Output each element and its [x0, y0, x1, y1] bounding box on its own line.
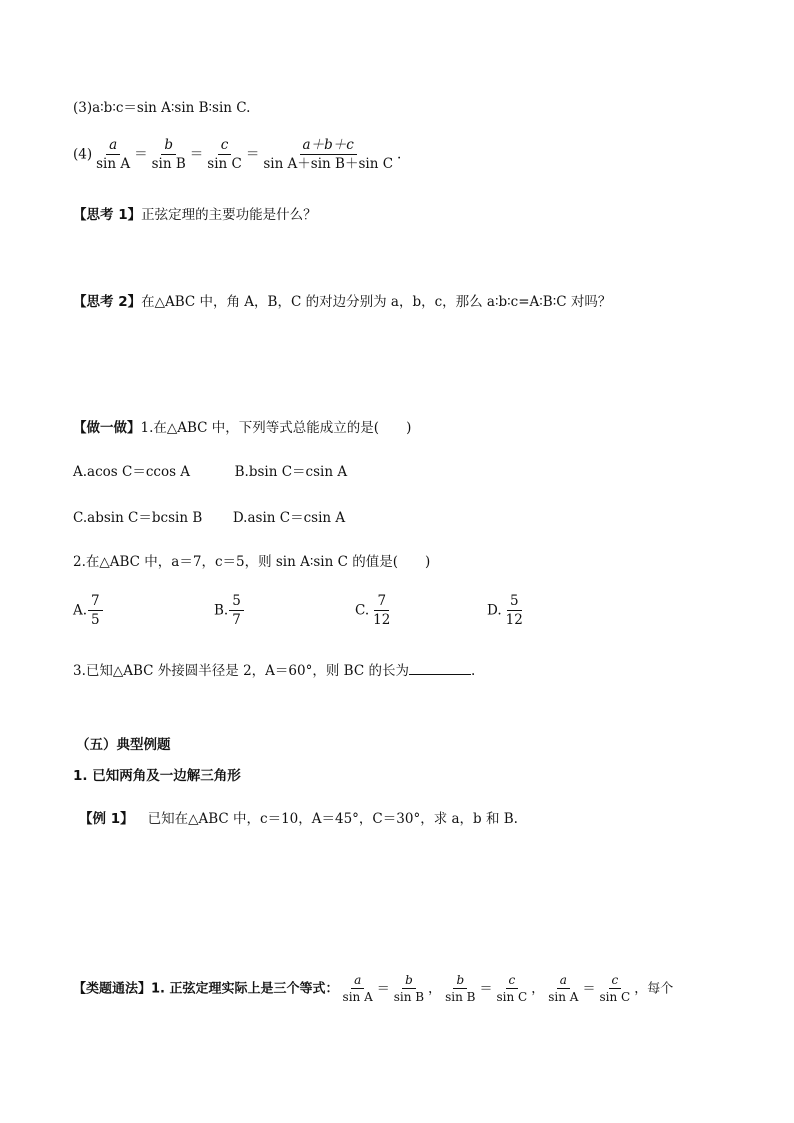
equals-sign: ＝ — [376, 981, 390, 997]
denominator: sin A — [342, 990, 373, 1004]
denominator: sin A — [548, 990, 579, 1004]
option-label: B. — [214, 602, 229, 619]
method-lead: 1. 正弦定理实际上是三个等式： — [151, 981, 339, 997]
denominator: sin B — [393, 990, 425, 1004]
try-q2-text: 2.在△ABC 中，a＝7，c＝5，则 sin A∶sin C 的值是( ) — [73, 554, 431, 570]
try-q3-end: . — [470, 663, 476, 679]
option-d: D.asin C＝csin A — [232, 510, 346, 526]
q2-option-b — [214, 594, 245, 628]
numerator: 7 — [88, 594, 103, 611]
numerator: c — [218, 138, 232, 155]
equation-3-text: (3)a∶b∶c＝sin A∶sin B∶sin C. — [73, 100, 251, 116]
numerator: 5 — [507, 594, 522, 611]
try-q3 — [73, 659, 475, 679]
equation-4-prefix: (4) — [73, 146, 93, 163]
equals-sign: ＝ — [582, 981, 596, 997]
example-1 — [79, 807, 518, 827]
denominator: 5 — [91, 612, 100, 628]
equals-sign: ＝ — [479, 981, 493, 997]
numerator: c — [506, 974, 519, 989]
denominator: 12 — [373, 612, 391, 628]
q2-option-c — [355, 594, 394, 628]
q2-option-d — [487, 594, 527, 628]
q2-option-a — [73, 594, 104, 628]
equation-4 — [73, 138, 401, 172]
equals-sign: ＝ — [134, 146, 148, 163]
numerator: c — [609, 974, 622, 989]
numerator: a — [351, 974, 364, 989]
example-1-tag: 【例 1】 — [79, 811, 134, 827]
numerator: b — [161, 138, 176, 155]
try-q1-text: 1.在△ABC 中，下列等式总能成立的是( ) — [140, 420, 412, 436]
equals-sign: ＝ — [245, 146, 260, 163]
answer-blank[interactable] — [409, 662, 471, 675]
try-q2 — [73, 550, 430, 570]
numerator: b — [453, 974, 467, 989]
subsection-heading: 1. 已知两角及一边解三角形 — [73, 768, 241, 784]
numerator: 5 — [229, 594, 244, 611]
think-2-tag: 【思考 2】 — [73, 294, 142, 310]
fraction-a-over-sinA — [93, 138, 133, 172]
equals-sign: ＝ — [189, 146, 204, 163]
numerator: a — [557, 974, 570, 989]
fraction-b-over-sinB — [149, 138, 189, 172]
option-label: D. — [487, 602, 502, 619]
think-2-text: 在△ABC 中，角 A，B，C 的对边分别为 a，b，c，那么 a∶b∶c=A∶B∶C 对吗？ — [141, 294, 612, 310]
method-section — [73, 974, 673, 1004]
method-tag: 【类题通法】 — [73, 981, 152, 997]
separator: ， — [634, 981, 648, 997]
denominator: sin B — [445, 990, 476, 1004]
numerator: a — [106, 138, 120, 155]
option-label: A. — [73, 602, 88, 619]
try-q1 — [73, 416, 411, 436]
try-tag: 【做一做】 — [73, 420, 141, 436]
separator: ， — [428, 981, 442, 997]
think-1-text: 正弦定理的主要功能是什么？ — [141, 207, 317, 223]
option-c: C.absin C＝bcsin B — [73, 510, 203, 526]
option-b: B.bsin C＝csin A — [234, 464, 348, 480]
think-1-tag: 【思考 1】 — [73, 207, 142, 223]
try-q1-options-ab — [73, 460, 347, 480]
section-heading: （五）典型例题 — [76, 737, 171, 753]
period: . — [397, 146, 402, 163]
numerator: 7 — [374, 594, 389, 611]
think-2 — [73, 290, 611, 310]
try-q1-options-cd — [73, 506, 345, 526]
numerator: b — [402, 974, 416, 989]
denominator: sin C — [599, 990, 631, 1004]
example-1-text: 已知在△ABC 中，c＝10，A＝45°，C＝30°，求 a，b 和 B. — [147, 811, 518, 827]
denominator: sin A — [96, 156, 131, 172]
numerator: a＋b＋c — [300, 138, 357, 155]
try-q2-options — [73, 594, 673, 634]
denominator: sin B — [151, 156, 186, 172]
fraction-sum — [260, 138, 396, 172]
fraction-c-over-sinC — [204, 138, 245, 172]
denominator: 7 — [232, 612, 241, 628]
try-q3-text: 3.已知△ABC 外接圆半径是 2，A＝60°，则 BC 的长为 — [73, 663, 409, 679]
think-1 — [73, 203, 317, 223]
equation-3 — [73, 96, 250, 116]
denominator: sin C — [496, 990, 528, 1004]
option-a: A.acos C＝ccos A — [73, 464, 191, 480]
denominator: 12 — [505, 612, 523, 628]
method-tail: 每个 — [647, 981, 674, 997]
denominator: sin A＋sin B＋sin C — [263, 156, 394, 172]
option-label: C. — [355, 602, 370, 619]
separator: ， — [531, 981, 545, 997]
denominator: sin C — [207, 156, 242, 172]
